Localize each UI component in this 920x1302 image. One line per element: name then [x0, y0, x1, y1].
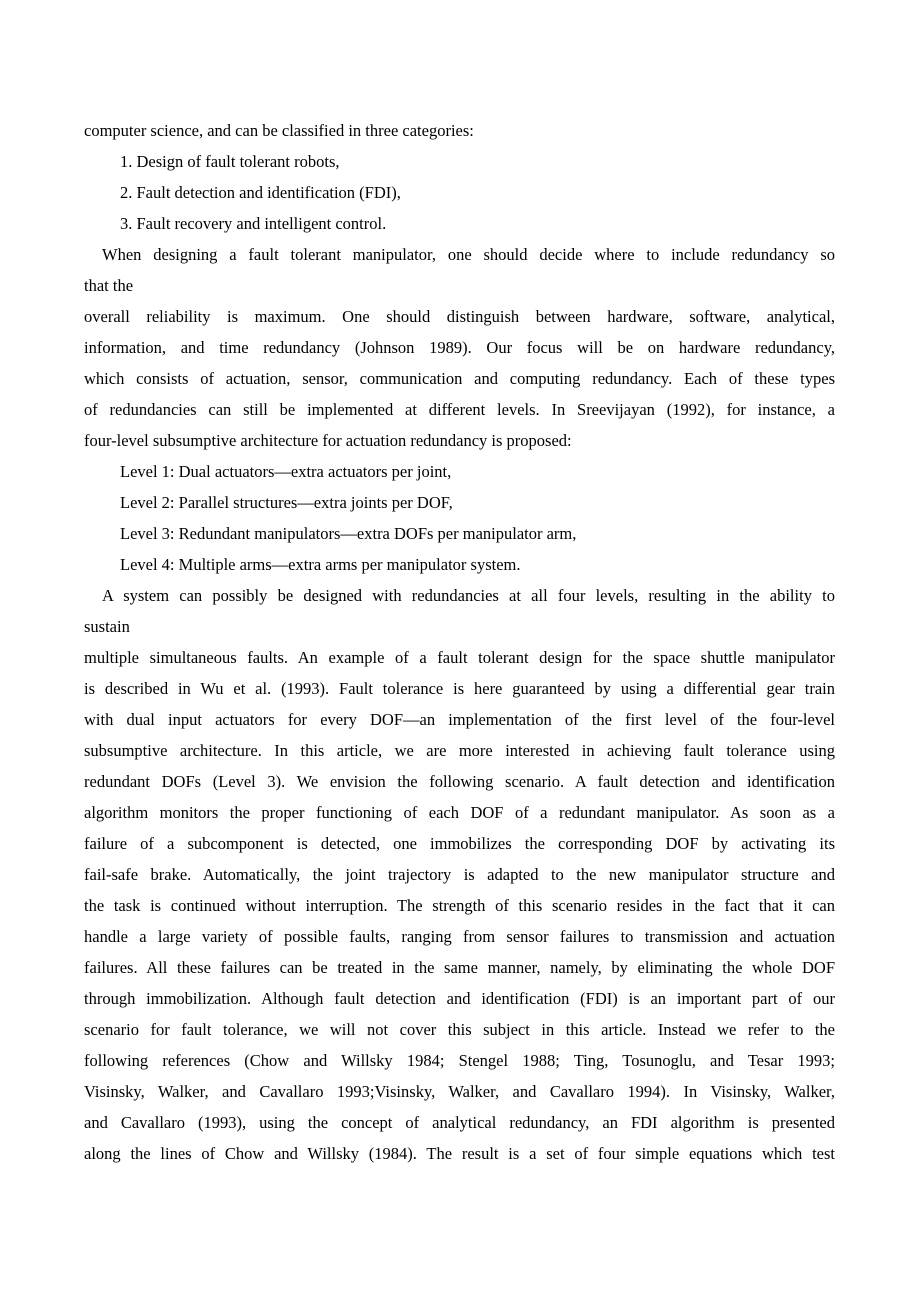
level-item: Level 4: Multiple arms—extra arms per manipulator system. [120, 555, 521, 574]
paragraph-line: multiple simultaneous faults. An example of a fault tolerant design for the space shuttle manipulator [84, 648, 835, 667]
paragraph-line: algorithm monitors the proper functioning of each DOF of a redundant manipulator. As soon as a [84, 803, 835, 822]
paragraph-line: subsumptive architecture. In this article, we are more interested in achieving fault tolerance using [84, 741, 835, 760]
paragraph-line: failure of a subcomponent is detected, one immobilizes the corresponding DOF by activating its [84, 834, 835, 853]
paragraph-line: the task is continued without interruption. The strength of this scenario resides in the fact that it can [84, 896, 835, 915]
paragraph-line: When designing a fault tolerant manipulator, one should decide where to include redundancy so [102, 245, 835, 264]
paragraph-line: scenario for fault tolerance, we will not cover this subject in this article. Instead we refer to the [84, 1020, 835, 1039]
paragraph-line: and Cavallaro (1993), using the concept of analytical redundancy, an FDI algorithm is presented [84, 1113, 835, 1132]
category-item: 2. Fault detection and identification (FDI), [120, 183, 401, 202]
paragraph-line: following references (Chow and Willsky 1984; Stengel 1988; Ting, Tosunoglu, and Tesar 1993; [84, 1051, 835, 1070]
paragraph-line: A system can possibly be designed with redundancies at all four levels, resulting in the ability to [102, 586, 835, 605]
paragraph-line: that the [84, 276, 134, 295]
paragraph-line: with dual input actuators for every DOF—an implementation of the first level of the four-level [84, 710, 835, 729]
paragraph-line: which consists of actuation, sensor, communication and computing redundancy. Each of these types [84, 369, 835, 388]
paragraph-line: is described in Wu et al. (1993). Fault tolerance is here guaranteed by using a differential gear train [84, 679, 835, 698]
paragraph-line: Visinsky, Walker, and Cavallaro 1993;Visinsky, Walker, and Cavallaro 1994). In Visinsky, Walker, [84, 1082, 835, 1101]
paragraph-line: overall reliability is maximum. One should distinguish between hardware, software, analytical, [84, 307, 835, 326]
paragraph-line: fail-safe brake. Automatically, the joint trajectory is adapted to the new manipulator structure and [84, 865, 835, 884]
paragraph-line: information, and time redundancy (Johnson 1989). Our focus will be on hardware redundancy, [84, 338, 835, 357]
category-item: 3. Fault recovery and intelligent control. [120, 214, 387, 233]
category-item: 1. Design of fault tolerant robots, [120, 152, 340, 171]
level-item: Level 1: Dual actuators—extra actuators per joint, [120, 462, 452, 481]
paragraph-line: handle a large variety of possible faults, ranging from sensor failures to transmission and actuation [84, 927, 835, 946]
paragraph-line: of redundancies can still be implemented at different levels. In Sreevijayan (1992), for instance, a [84, 400, 835, 419]
paragraph-line: sustain [84, 617, 130, 636]
level-item: Level 2: Parallel structures—extra joints per DOF, [120, 493, 453, 512]
level-item: Level 3: Redundant manipulators—extra DOFs per manipulator arm, [120, 524, 577, 543]
paragraph-line: through immobilization. Although fault detection and identification (FDI) is an important part of our [84, 989, 835, 1008]
paragraph-line: redundant DOFs (Level 3). We envision the following scenario. A fault detection and identification [84, 772, 835, 791]
paragraph-line: along the lines of Chow and Willsky (1984). The result is a set of four simple equations which test [84, 1144, 835, 1163]
paragraph-line: failures. All these failures can be treated in the same manner, namely, by eliminating the whole DOF [84, 958, 835, 977]
intro-line: computer science, and can be classified in three categories: [84, 121, 474, 140]
paragraph-line: four-level subsumptive architecture for actuation redundancy is proposed: [84, 431, 572, 450]
document-page [84, 115, 835, 1169]
